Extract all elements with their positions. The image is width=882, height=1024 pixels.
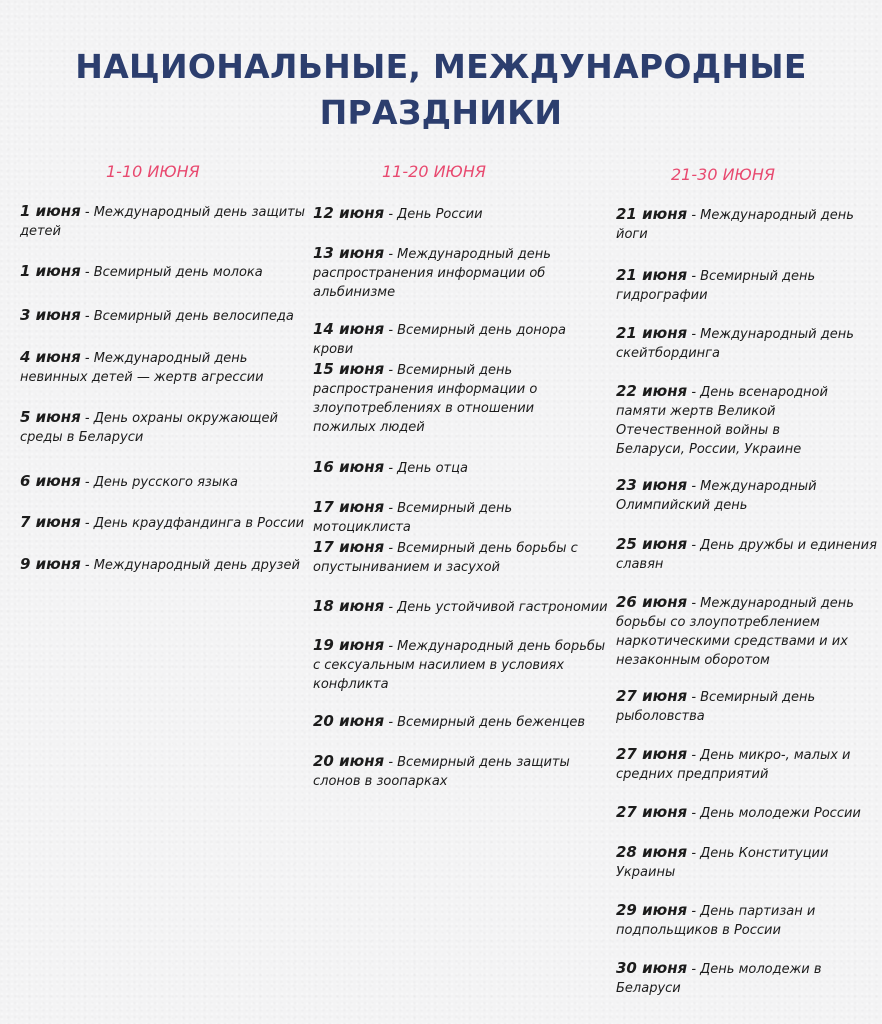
list-item bbox=[20, 408, 290, 447]
entry-text: - Международный день борьбы с сексуальным насилием в условиях конфликта bbox=[313, 639, 606, 692]
column-header-21-30: 21-30 ИЮНЯ bbox=[671, 165, 775, 184]
list-item bbox=[20, 202, 310, 241]
entry-date: 16 июня bbox=[313, 458, 385, 476]
list-item bbox=[20, 513, 310, 533]
list-item bbox=[616, 803, 878, 823]
entry-date: 5 июня bbox=[20, 408, 81, 426]
entry-date: 30 июня bbox=[616, 959, 688, 977]
entry-text: - День русского языка bbox=[80, 475, 238, 490]
entry-text: - Всемирный день борьбы с опустыниванием и засухой bbox=[313, 541, 578, 575]
entry-text: - Международный день защиты детей bbox=[20, 205, 306, 239]
entry-date: 7 июня bbox=[20, 513, 81, 531]
list-item bbox=[313, 204, 608, 224]
list-item bbox=[616, 205, 856, 244]
column-header-1-10: 1-10 ИЮНЯ bbox=[106, 162, 200, 181]
column-header-11-20: 11-20 ИЮНЯ bbox=[382, 162, 486, 181]
list-item bbox=[616, 535, 878, 574]
list-item bbox=[313, 752, 578, 791]
entry-date: 15 июня bbox=[313, 360, 385, 378]
entry-date: 12 июня bbox=[313, 204, 385, 222]
entry-text: - Всемирный день защиты слонов в зоопарках bbox=[313, 755, 570, 789]
entry-text: - День молодежи в Беларуси bbox=[616, 962, 822, 996]
entry-text: - День отца bbox=[384, 461, 468, 476]
entry-text: - День охраны окружающей среды в Беларуси bbox=[20, 411, 278, 445]
entry-text: - День России bbox=[384, 207, 483, 222]
list-item bbox=[20, 555, 310, 575]
entry-text: - Всемирный день мотоциклиста bbox=[313, 501, 513, 535]
entry-text: - Международный Олимпийский день bbox=[616, 479, 817, 513]
list-item bbox=[616, 745, 856, 784]
entry-date: 29 июня bbox=[616, 901, 688, 919]
entry-text: - Всемирный день донора крови bbox=[313, 323, 566, 357]
list-item bbox=[313, 498, 608, 537]
entry-text: - День Конституции Украины bbox=[616, 846, 829, 880]
entry-date: 1 июня bbox=[20, 202, 81, 220]
entry-text: - День партизан и подпольщиков в России bbox=[616, 904, 816, 938]
entry-date: 22 июня bbox=[616, 382, 688, 400]
entry-date: 27 июня bbox=[616, 745, 688, 763]
list-item bbox=[616, 959, 831, 998]
entry-text: - Международный день йоги bbox=[616, 208, 854, 242]
page-title-line-1: НАЦИОНАЛЬНЫЕ, МЕЖДУНАРОДНЫЕ bbox=[75, 47, 807, 86]
entry-text: - День дружбы и единения славян bbox=[616, 538, 877, 572]
entry-date: 21 июня bbox=[616, 324, 688, 342]
entry-text: - Международный день невинных детей — жертв агрессии bbox=[20, 351, 264, 385]
list-item bbox=[20, 348, 280, 387]
list-item bbox=[20, 262, 310, 282]
entry-text: - Всемирный день беженцев bbox=[384, 715, 586, 730]
entry-date: 3 июня bbox=[20, 306, 81, 324]
list-item bbox=[313, 320, 608, 359]
entry-date: 14 июня bbox=[313, 320, 385, 338]
entry-text: - Всемирный день молока bbox=[80, 265, 263, 280]
list-item bbox=[616, 901, 831, 940]
list-item bbox=[616, 843, 831, 882]
entry-date: 23 июня bbox=[616, 476, 688, 494]
entry-text: - Всемирный день распространения информации о злоупотреблениях в отношении пожилых людей bbox=[313, 363, 538, 435]
entry-date: 26 июня bbox=[616, 593, 688, 611]
entry-date: 20 июня bbox=[313, 752, 385, 770]
entry-date: 9 июня bbox=[20, 555, 81, 573]
list-item bbox=[313, 458, 608, 478]
list-item bbox=[313, 636, 608, 694]
entry-text: - Всемирный день гидрографии bbox=[616, 269, 816, 303]
entry-date: 21 июня bbox=[616, 205, 688, 223]
entry-date: 21 июня bbox=[616, 266, 688, 284]
entry-text: - День молодежи России bbox=[687, 806, 861, 821]
entry-date: 27 июня bbox=[616, 803, 688, 821]
page-title bbox=[0, 44, 882, 136]
entry-date: 20 июня bbox=[313, 712, 385, 730]
entry-date: 18 июня bbox=[313, 597, 385, 615]
entry-date: 4 июня bbox=[20, 348, 81, 366]
entry-date: 19 июня bbox=[313, 636, 385, 654]
entry-text: - Международный день друзей bbox=[80, 558, 300, 573]
list-item bbox=[313, 244, 578, 302]
entry-text: - День краудфандинга в России bbox=[80, 516, 305, 531]
list-item bbox=[313, 597, 608, 617]
entry-text: - Международный день скейтбординга bbox=[616, 327, 854, 361]
entry-text: - Всемирный день велосипеда bbox=[80, 309, 294, 324]
list-item bbox=[616, 266, 821, 305]
entry-date: 17 июня bbox=[313, 538, 385, 556]
entry-date: 27 июня bbox=[616, 687, 688, 705]
list-item bbox=[616, 593, 856, 670]
entry-text: - День микро-, малых и средних предприятий bbox=[616, 748, 851, 782]
entry-text: - День всенародной памяти жертв Великой Отечественной войны в Беларуси, России, Украине bbox=[616, 385, 828, 457]
entry-text: - Международный день распространения информации об альбинизме bbox=[313, 247, 551, 300]
entry-date: 25 июня bbox=[616, 535, 688, 553]
list-item bbox=[616, 687, 821, 726]
entry-date: 6 июня bbox=[20, 472, 81, 490]
page-title-line-2: ПРАЗДНИКИ bbox=[319, 93, 563, 132]
entry-text: - Международный день борьбы со злоупотреблением наркотическими средствами и их незаконным оборотом bbox=[616, 596, 854, 668]
list-item bbox=[20, 472, 310, 492]
list-item bbox=[616, 476, 826, 515]
entry-text: - День устойчивой гастрономии bbox=[384, 600, 608, 615]
entry-date: 13 июня bbox=[313, 244, 385, 262]
entry-date: 1 июня bbox=[20, 262, 81, 280]
list-item bbox=[313, 538, 588, 577]
list-item bbox=[313, 360, 598, 437]
entry-text: - Всемирный день рыболовства bbox=[616, 690, 816, 724]
entry-date: 28 июня bbox=[616, 843, 688, 861]
list-item bbox=[616, 382, 851, 459]
entry-date: 17 июня bbox=[313, 498, 385, 516]
list-item bbox=[20, 306, 310, 326]
list-item bbox=[313, 712, 608, 732]
list-item bbox=[616, 324, 856, 363]
